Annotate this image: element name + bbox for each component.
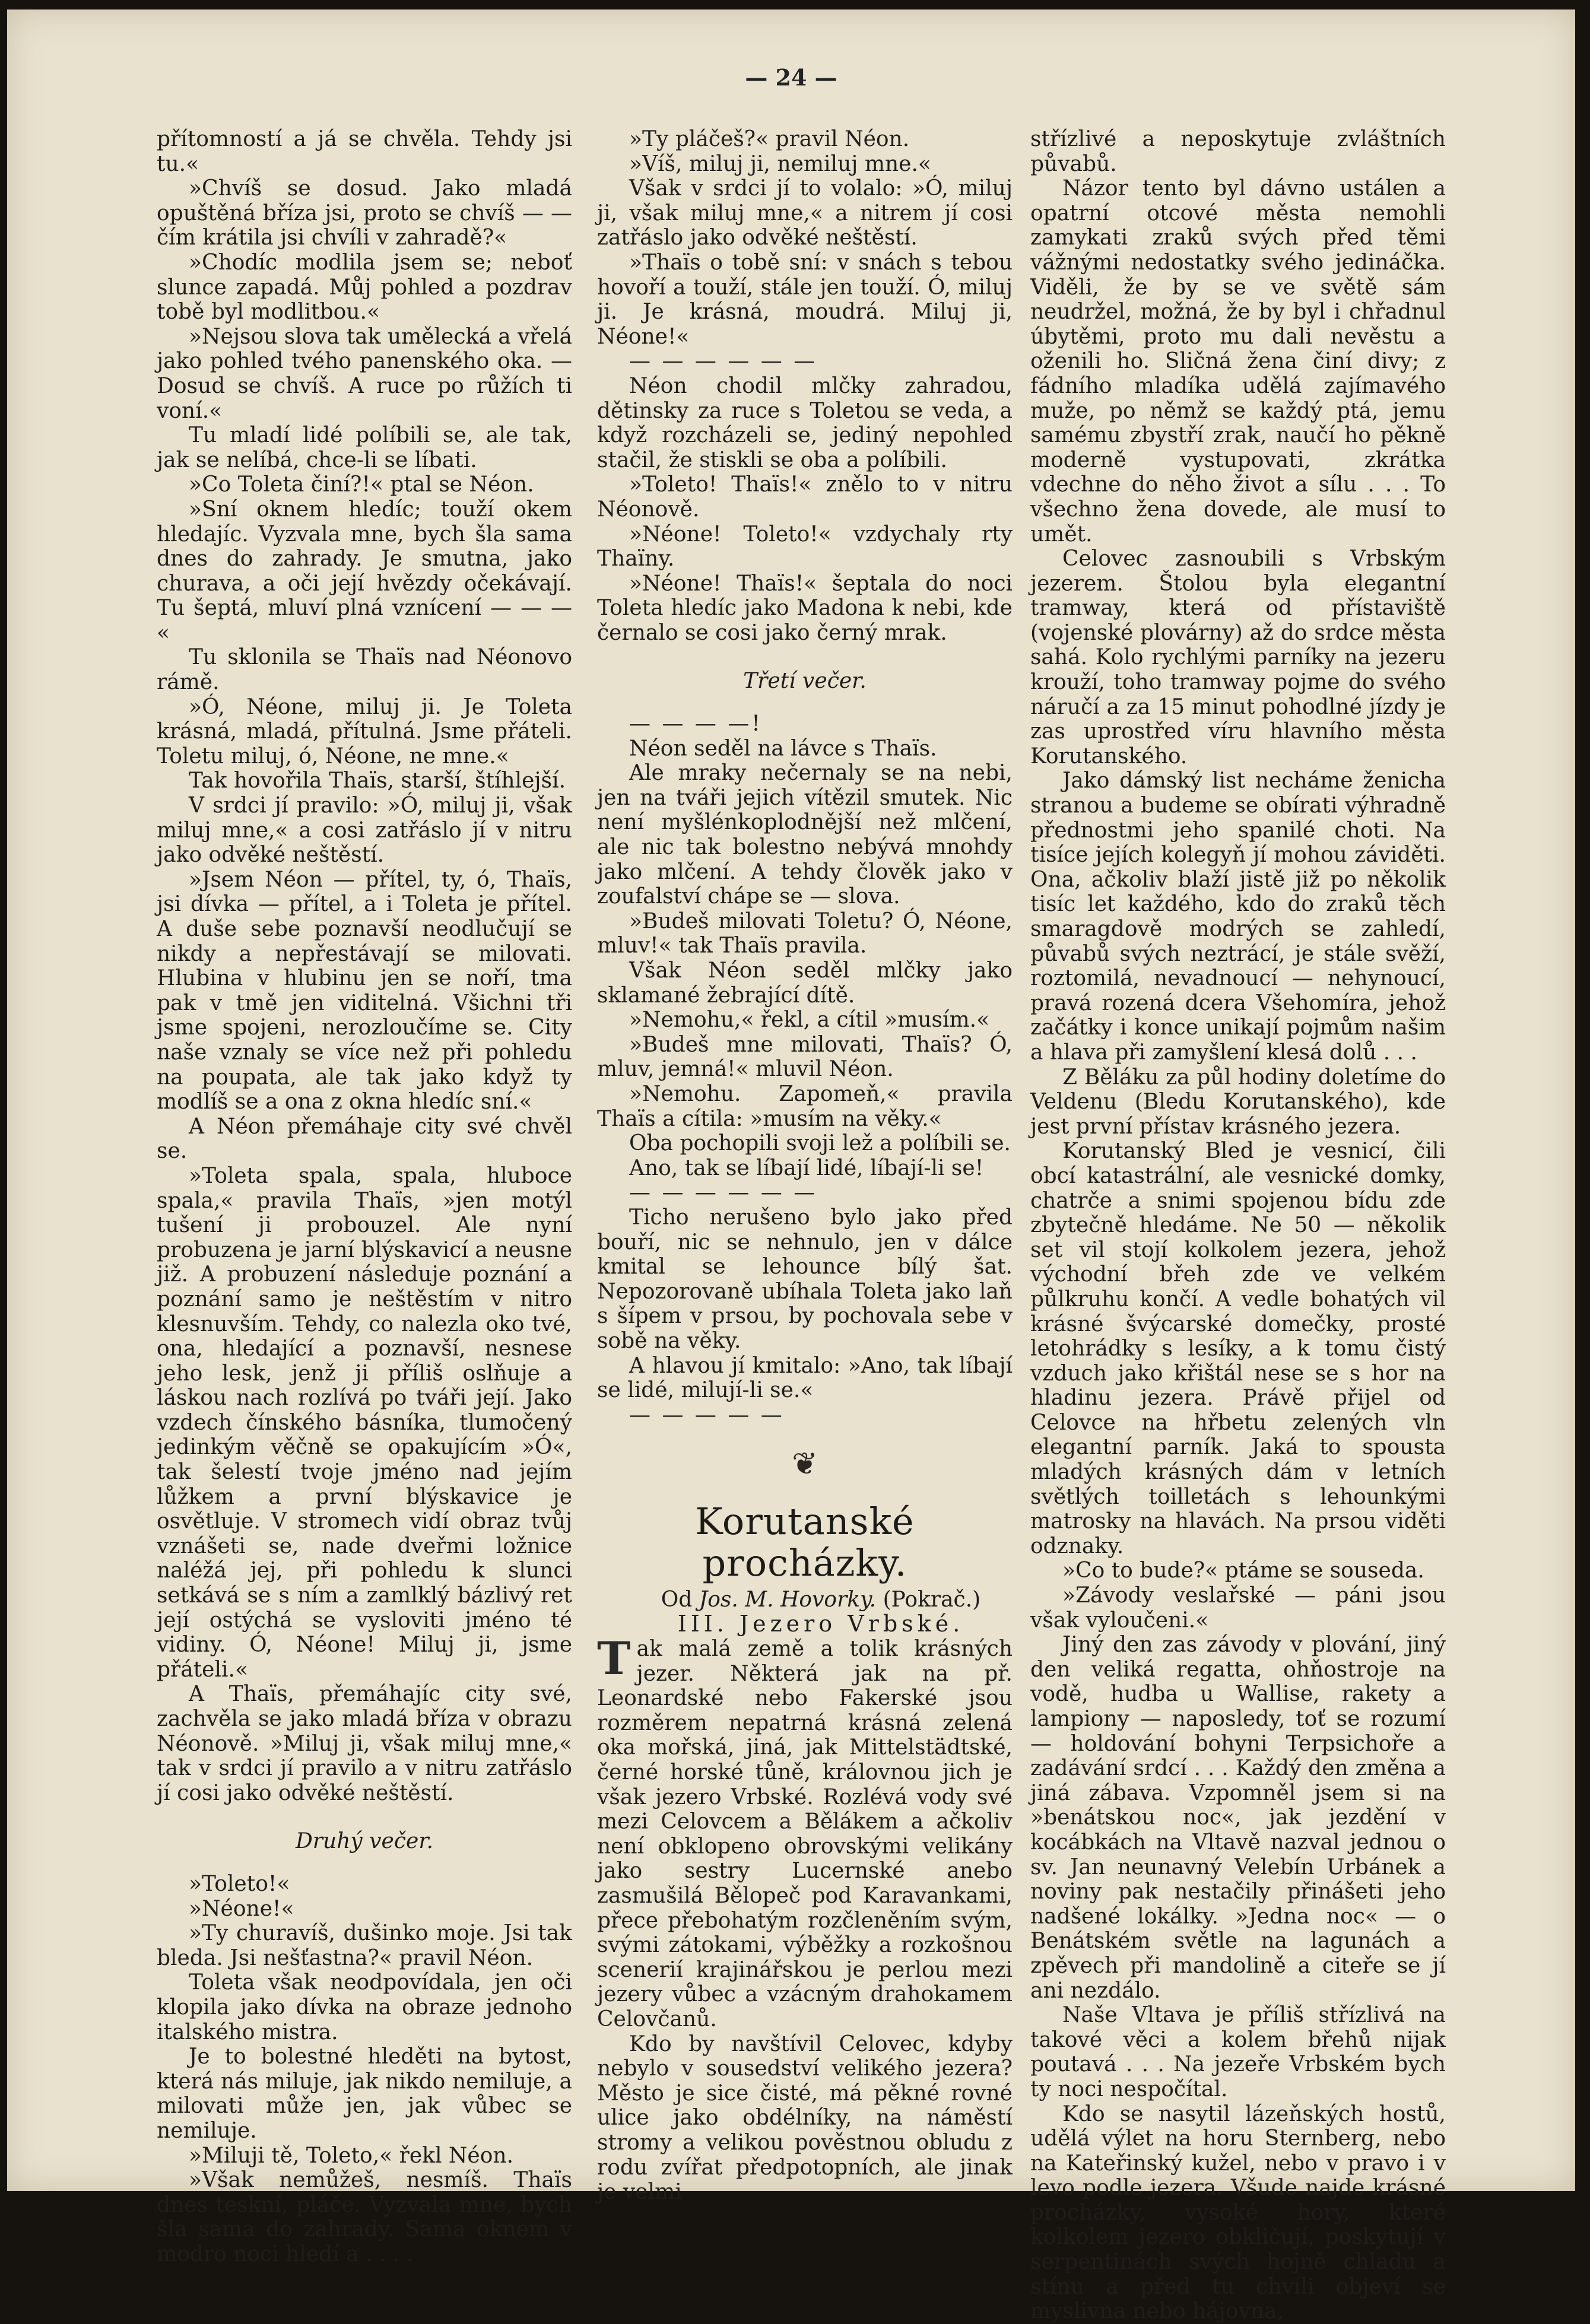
dash-separator: — — — — — <box>629 1402 785 1427</box>
paragraph: »Však nemůžeš, nesmíš. Thaïs dnes teskní, pláče. Vyzvala mne, bych šla sama do zahrady. Sama oknem v modro noci hledí a . . . . <box>157 2168 572 2266</box>
dash-separator: — — — — — — <box>629 349 818 374</box>
paragraph: »Néone!« <box>189 1896 294 1921</box>
article-paragraph: »Co to bude?« ptáme se souseda. <box>1062 1558 1424 1583</box>
paragraph: »Ó, Néone, miluj ji. Je Toleta krásná, mladá, přítulná. Jsme přáteli. Toletu miluj, ó, Néone, ne mne.« <box>157 694 572 769</box>
paragraph: V srdci jí pravilo: »Ó, miluj ji, však miluj mne,« a cosi zatřáslo jí v nitru jako odvěké neštěstí. <box>157 793 572 868</box>
article-paragraph-text: ak malá země a tolik krásných jezer. Některá jak na př. Leonardské nebo Fakerské jsou rozměrem nepatrná krásná zelená oka mořská, jiná, jak Mittelstädtské, černé horské tůně, královnou jich je však jezero Vrbské. Rozlévá vody své mezi Celovcem a Bělákem a ačkoliv není obklopeno obrovskými velikány jako sestry Lucernské anebo zasmušilá Bělopeč pod Karavankami, přece přebohatým rozčleněním svým, svými zátokami, výběžky a rozkošnou scenerií krajinářskou je perlou mezi jezery vůbec a vzácným drahokamem Celovčanů. <box>597 1637 1013 2031</box>
article-title: Korutanské procházky. <box>695 1499 915 1585</box>
paragraph: »Néone! Thaïs!« šeptala do noci Toleta hledíc jako Madona k nebi, kde černalo se cosi jako černý mrak. <box>597 571 1013 645</box>
paragraph: »Jsem Néon — přítel, ty, ó, Thaïs, jsi dívka — přítel, a i Toleta je přítel. A duše sebe poznavší neodlučují se nikdy a nepřestávají se milovati. Hlubina v hlubinu jen se noří, tma pak v tmě jen viditelná. Všichni tři jsme spojeni, nerozloučíme se. City naše vznaly se více než při pohledu na poupata, ale tak jako když ty modlíš se a ona z okna hledíc sní.« <box>157 867 572 1115</box>
paragraph: A Néon přemáhaje city své chvěl se. <box>157 1114 572 1164</box>
paragraph: »Ty churavíš, dušinko moje. Jsi tak bleda. Jsi nešťastna?« pravil Néon. <box>157 1921 572 1970</box>
article-paragraph: Z Běláku za půl hodiny doletíme do Veldenu (Bledu Korutanského), kde jest první přístav krásného jezera. <box>1030 1065 1446 1139</box>
paragraph: Však Néon seděl mlčky jako sklamané žebrající dítě. <box>597 958 1013 1008</box>
paragraph: Tu sklonila se Thaïs nad Néonovo rámě. <box>157 645 572 695</box>
section-title: III. Jezero Vrbské. <box>677 1611 964 1637</box>
article-paragraph: Kdo by navštívil Celovec, kdyby nebylo v sousedství velikého jezera? Město je sice čisté, má pěkné rovné ulice jako obdélníky, na náměstí stromy a velikou pověstnou obludu z rodu zvířat předpotopních, ale jinak je velmi <box>597 2031 1013 2205</box>
paragraph: »Nemohu,« řekl, a cítil »musím.« <box>629 1008 990 1033</box>
section-heading-third-evening: Třetí večer. <box>743 669 867 694</box>
column-3 <box>1030 127 1446 2324</box>
byline-suffix: (Pokrač.) <box>883 1587 981 1612</box>
paragraph: »Ty pláčeš?« pravil Néon. <box>629 127 910 151</box>
paragraph: Toleta však neodpovídala, jen oči klopila jako dívka na obraze jednoho italského mistra. <box>157 1970 572 2044</box>
paragraph: Oba pochopili svoji lež a políbili se. <box>629 1131 1011 1156</box>
paragraph: »Toleta spala, spala, hluboce spala,« pravila Thaïs, »jen motýl tušení ji probouzel. Ale nyní probuzena je jarní blýskavicí a neusne již. A probuzení následuje poznání a poznání samo je neštěstím v nitro klesnuvším. Tehdy, co nalezla oko tvé, ona, hledající a poznavší, nesnese jeho lesk, jenž ji příliš oslňuje a láskou nach rozlívá po tváři její. Jako vzdech čínského básníka, tlumočený jedinkým věčně se opakujícím »Ó«, tak šelestí tvoje jméno nad jejím lůžkem a první blýskavice je osvětluje. V stromech vidí obraz tvůj vznášeti se, nade dveřmi ložnice naléžá jej, při pohledu k slunci setkává se s ním a zamlklý bázlivý ret její ostýchá se vysloviti jméno té vidiny. Ó, Néone! Miluj ji, jsme přáteli.« <box>157 1163 572 1682</box>
paragraph: »Chodíc modlila jsem se; neboť slunce zapadá. Můj pohled a pozdrav tobě byl modlitbou.« <box>157 250 572 325</box>
paragraph: »Toleto!« <box>189 1871 290 1896</box>
paragraph: »Miluji tě, Toleto,« řekl Néon. <box>189 2143 514 2168</box>
paragraph: Ano, tak se líbají lidé, líbají-li se! <box>629 1155 984 1180</box>
paragraph: »Toleto! Thaïs!« znělo to v nitru Néonově. <box>597 472 1013 522</box>
article-paragraph <box>597 1632 1013 2032</box>
paragraph: Je to bolestné hleděti na bytost, která nás miluje, jak nikdo nemiluje, a milovati může jen, jak vůbec se nemiluje. <box>157 2044 572 2143</box>
paragraph: Néon chodil mlčky zahradou, dětinsky za ruce s Toletou se veda, a když rozcházeli se, jediný nepohled stačil, že stiskli se oba a políbili. <box>597 373 1013 472</box>
paragraph: »Víš, miluj ji, nemiluj mne.« <box>629 151 931 176</box>
article-paragraph: Celovec zasnoubili s Vrbským jezerem. Štolou byla elegantní tramway, která od přístaviště (vojenské plovárny) až do srdce města sahá. Kolo rychlými parníky na jezeru krouží, toho tramway pojme do svého náručí a za 15 minut pohodlné jízdy je zas uprostřed víru hlavního města Korutanského. <box>1030 547 1446 769</box>
newspaper-page <box>7 9 1575 2324</box>
byline <box>597 1588 1013 1612</box>
paragraph: A Thaïs, přemáhajíc city své, zachvěla se jako mladá bříza v obrazu Néonově. »Miluj ji, však miluj mne,« tak v srdci jí pravilo a v nitru zatřáslo jí cosi jako odvěké neštěstí. <box>157 1682 572 1805</box>
paragraph: přítomností a já se chvěla. Tehdy jsi tu.« <box>157 127 572 176</box>
article-paragraph: Kdo se nasytil lázeňských hostů, udělá výlet na horu Sternberg, nebo na Kateřinský kužel, nebo v pravo i v levo podle jezera. Všude najde krásné procházky, vysoké hory, které kolkolem jezero obkličují, poskytují v serpentinách svých hojně chladu a stínu a před tu chvíli objeví se myslivna nebo hájovna, <box>1030 2101 1446 2324</box>
article-paragraph: střízlivé a neposkytuje zvláštních půvabů. <box>1030 127 1446 176</box>
paragraph: »Nemohu. Zapomeň,« pravila Thaïs a cítila: »musím na věky.« <box>597 1081 1013 1131</box>
paragraph: »Nejsou slova tak umělecká a vřelá jako pohled tvého panenského oka. — Dosud se chvíš. A ruce po růžích ti voní.« <box>157 324 572 423</box>
paragraph: »Néone! Toleto!« vzdychaly rty Thaïny. <box>597 522 1013 572</box>
article-paragraph: »Závody veslařské — páni jsou však vyloučeni.« <box>1030 1583 1446 1633</box>
article-paragraph: Korutanský Bled je vesnicí, čili obcí katastrální, ale vesnické domky, chatrče a snimi spojenou bídu zde zbytečně hledáme. Ne 50 — několik set vil stojí kolkolem jezera, jehož východní břeh zde ve velkém půlkruhu končí. A vedle bohatých vil krásné švýcarské domečky, prosté letohrádky s lesíky, a k tomu čistý vzduch jako křištál nese se s hor na hladinu jezera. Právě přijel od Celovce na hřbetu zelených vln elegantní parník. Jaká to spousta mladých krásných dám v letních světlých toilletách s lehounkými matrosky na hlavách. Na prsou viděti odznaky. <box>1030 1139 1446 1558</box>
column-2 <box>597 127 1013 2205</box>
article-paragraph: Jako dámský list necháme ženicha stranou a budeme se obírati výhradně přednostmi jeho spanilé choti. Na tisíce jejích kolegyň jí mohou záviděti. Ona, ačkoliv blaží jistě již po několik tisíc let každého, kdo do zraků těch smaragdově modrých se zahledí, půvabů svých neztrácí, je stále svěží, roztomilá, nevadnoucí — nehynoucí, pravá rozená dcera Všehomíra, jehož začátky i konce unikají pojmům našim a hlava při zamyšlení klesá dolů . . . <box>1030 769 1446 1065</box>
article-paragraph: Naše Vltava je příliš střízlivá na takové věci a kolem břehů nijak poutavá . . . Na jezeře Vrbském bych ty noci nespočítal. <box>1030 2003 1446 2101</box>
article-paragraph: Jiný den zas závody v plování, jiný den veliká regatta, ohňostroje na vodě, hudba u Wallise, rakety a lampiony — naposledy, toť se rozumí — holdování bohyni Terpsichoře a zadávání srdcí . . . Každý den změna a jiná zábava. Vzpomněl jsem si na »benátskou noc«, jak jezdění v kocábkách na Vltavě nazval jednou o sv. Jan neunavný Velebín Urbánek a noviny pak nestačily přinášeti jeho nadšené lokálky. »Jedna noc« — o Benátském světle na lagunách a zpěvech při mandolině a citeře se jí ani nezdálo. <box>1030 1633 1446 2003</box>
byline-prefix: Od <box>661 1587 693 1612</box>
paragraph: A hlavou jí kmitalo: »Ano, tak líbají se lidé, milují-li se.« <box>597 1353 1013 1403</box>
paragraph: Ticho nerušeno bylo jako před bouří, nic se nehnulo, jen v dálce kmital se lehounce bílý šat. Nepozorovaně ubíhala Toleta jako laň s šípem v prsou, by pochovala sebe v sobě na věky. <box>597 1205 1013 1353</box>
paragraph: »Co Toleta činí?!« ptal se Néon. <box>189 472 534 497</box>
byline-author: Jos. M. Hovorky. <box>699 1587 877 1612</box>
paragraph: »Chvíš se dosud. Jako mladá opuštěná bříza jsi, proto se chvíš — — čím krátila jsi chvíli v zahradě?« <box>157 176 572 250</box>
dash-separator: — — — —! <box>629 712 763 736</box>
column-1 <box>157 127 572 2266</box>
drop-cap: T <box>597 1632 631 1685</box>
paragraph: Néon seděl na lávce s Thaïs. <box>629 736 937 761</box>
paragraph: Ale mraky nečernaly se na nebi, jen na tváři jejich vítězil smutek. Nic není myšlénkoplodnější než mlčení, ale nic tak bolestno nebývá mnohdy jako mlčení. A tehdy člověk jako v zoufalství chápe se — slova. <box>597 761 1013 909</box>
section-heading-second-evening: Druhý večer. <box>295 1829 434 1854</box>
paragraph: »Budeš milovati Toletu? Ó, Néone, mluv!« tak Thaïs pravila. <box>597 909 1013 958</box>
ornament-icon: ❦ <box>792 1446 818 1482</box>
paragraph: »Thaïs o tobě sní: v snách s tebou hovoří a touží, stále jen touží. Ó, miluj ji. Je krásná, moudrá. Miluj ji, Néone!« <box>597 250 1013 349</box>
paragraph: Tu mladí lidé políbili se, ale tak, jak se nelíbá, chce-li se líbati. <box>157 423 572 472</box>
paragraph: »Budeš mne milovati, Thaïs? Ó, mluv, jemná!« mluvil Néon. <box>597 1032 1013 1082</box>
article-paragraph: Názor tento byl dávno ustálen a opatrní otcové města nemohli zamykati zraků svých před těmi vážnými nedostatky svého jedináčka. Viděli, že by se ve světě sám neudržel, možná, že by byl i chřadnul úbytěmi, proto mu dali nevěstu a oženili ho. Sličná žena činí divy; z fádního mladíka udělá zajímavého muže, po němž se každý ptá, jemu samému zbystří zrak, naučí ho pěkně moderně vystupovati, zkrátka vdechne do něho život a sílu . . . To všechno žena dovede, ale musí to umět. <box>1030 176 1446 547</box>
paragraph: Však v srdci jí to volalo: »Ó, miluj ji, však miluj mne,« a nitrem jí cosi zatřáslo jako odvěké neštěstí. <box>597 176 1013 250</box>
dash-separator: — — — — — — <box>629 1180 818 1205</box>
page-number: — 24 — <box>745 64 837 91</box>
paragraph: »Sní oknem hledíc; touží okem hledajíc. Vyzvala mne, bych šla sama dnes do zahrady. Je smutna, jako churava, a oči její hvězdy očekávají. Tu šeptá, mluví plná vznícení — — — « <box>157 497 572 645</box>
paragraph: Tak hovořila Thaïs, starší, štíhlejší. <box>189 769 566 793</box>
